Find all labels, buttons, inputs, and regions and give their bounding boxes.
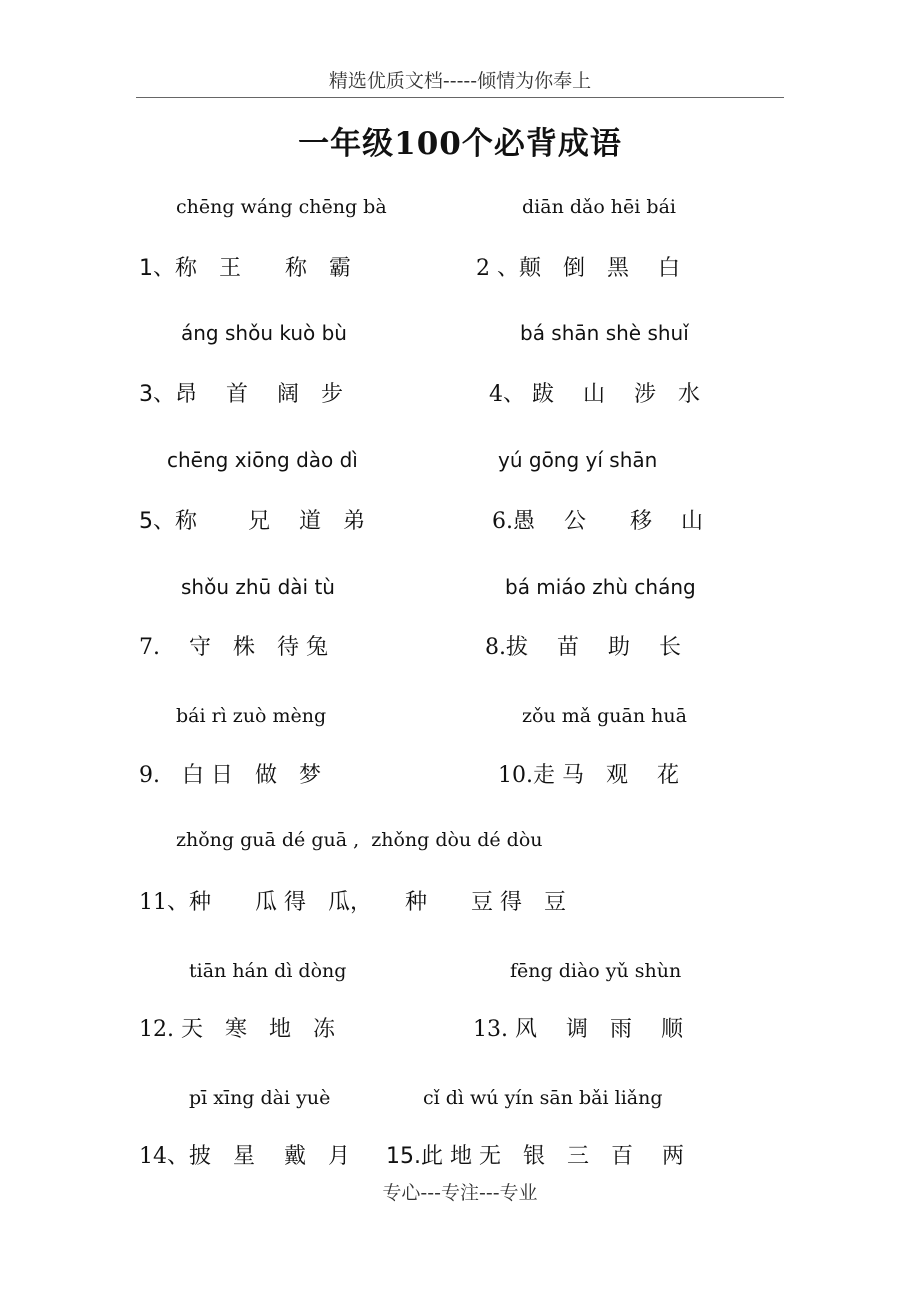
idiom-2 (476, 254, 680, 284)
header-divider (136, 97, 784, 98)
pinyin-9: bái rì zuò mèng (176, 705, 327, 727)
idiom-15 (386, 1142, 684, 1172)
idiom-number: 4、 (489, 382, 525, 407)
pinyin-5: chēng xiōng dào dì (167, 448, 358, 472)
pinyin-12: tiān hán dì dòng (189, 960, 347, 982)
idiom-13 (473, 1015, 683, 1045)
idiom-10 (498, 761, 679, 791)
idiom-number: 1、 (139, 256, 175, 281)
idiom-8 (485, 633, 681, 663)
idiom-text: 风 调 雨 顺 (508, 1017, 683, 1042)
idiom-1 (139, 254, 351, 284)
idiom-text: 跋 山 涉 水 (525, 382, 700, 407)
idiom-number: 6. (492, 509, 513, 534)
pinyin-8: bá miáo zhù cháng (505, 575, 696, 599)
idiom-5 (139, 507, 365, 537)
idiom-14 (139, 1142, 350, 1172)
pinyin-3: áng shǒu kuò bù (181, 321, 347, 345)
idiom-number: 12. (139, 1017, 174, 1042)
page-header: 精选优质文档-----倾情为你奉上 (328, 70, 592, 92)
idiom-number: 2 、 (476, 256, 519, 281)
idiom-6 (492, 507, 703, 537)
idiom-3 (139, 380, 343, 410)
idiom-number: 10. (498, 763, 533, 788)
idiom-number: 7. (139, 635, 160, 660)
idiom-text: 拔 苗 助 长 (506, 635, 681, 660)
pinyin-6: yú gōng yí shān (498, 448, 658, 472)
idiom-4 (489, 380, 700, 410)
idiom-text: 昂 首 阔 步 (175, 382, 343, 407)
idiom-text: 此 地 无 银 三 百 两 (421, 1144, 684, 1169)
idiom-text: 种 瓜 得 瓜， 种 豆 得 豆 (189, 890, 566, 915)
page-title: 一年级100个必背成语 (298, 126, 622, 162)
idiom-number: 3、 (139, 382, 175, 407)
pinyin-4: bá shān shè shuǐ (520, 321, 689, 345)
pinyin-7: shǒu zhū dài tù (181, 575, 335, 599)
idiom-text: 颠 倒 黑 白 (519, 256, 680, 281)
idiom-text: 白 日 做 梦 (160, 763, 321, 788)
pinyin-11: zhǒng guā dé guā , zhǒng dòu dé dòu (176, 829, 543, 851)
pinyin-13: fēng diào yǔ shùn (510, 960, 682, 982)
pinyin-1: chēng wáng chēng bà (176, 196, 387, 218)
pinyin-14: pī xīng dài yuè (189, 1087, 331, 1109)
pinyin-2: diān dǎo hēi bái (522, 196, 676, 218)
idiom-number: 14、 (139, 1144, 189, 1169)
idiom-text: 守 株 待 兔 (160, 635, 328, 660)
idiom-text: 披 星 戴 月 (189, 1144, 350, 1169)
idiom-text: 走 马 观 花 (533, 763, 679, 788)
idiom-text: 称 兄 道 弟 (175, 509, 365, 534)
pinyin-15: cǐ dì wú yín sān bǎi liǎng (423, 1087, 663, 1109)
idiom-number: 15. (386, 1144, 421, 1169)
idiom-number: 11、 (139, 890, 189, 915)
idiom-number: 13. (473, 1017, 508, 1042)
idiom-text: 称 王 称 霸 (175, 256, 352, 281)
idiom-number: 8. (485, 635, 506, 660)
idiom-number: 9. (139, 763, 160, 788)
idiom-number: 5、 (139, 509, 175, 534)
idiom-11 (139, 888, 566, 918)
idiom-7 (139, 633, 328, 663)
pinyin-10: zǒu mǎ guān huā (522, 705, 687, 727)
page-footer: 专心---专注---专业 (382, 1182, 538, 1204)
idiom-text: 愚 公 移 山 (513, 509, 703, 534)
idiom-9 (139, 761, 321, 791)
idiom-12 (139, 1015, 335, 1045)
idiom-text: 天 寒 地 冻 (174, 1017, 335, 1042)
